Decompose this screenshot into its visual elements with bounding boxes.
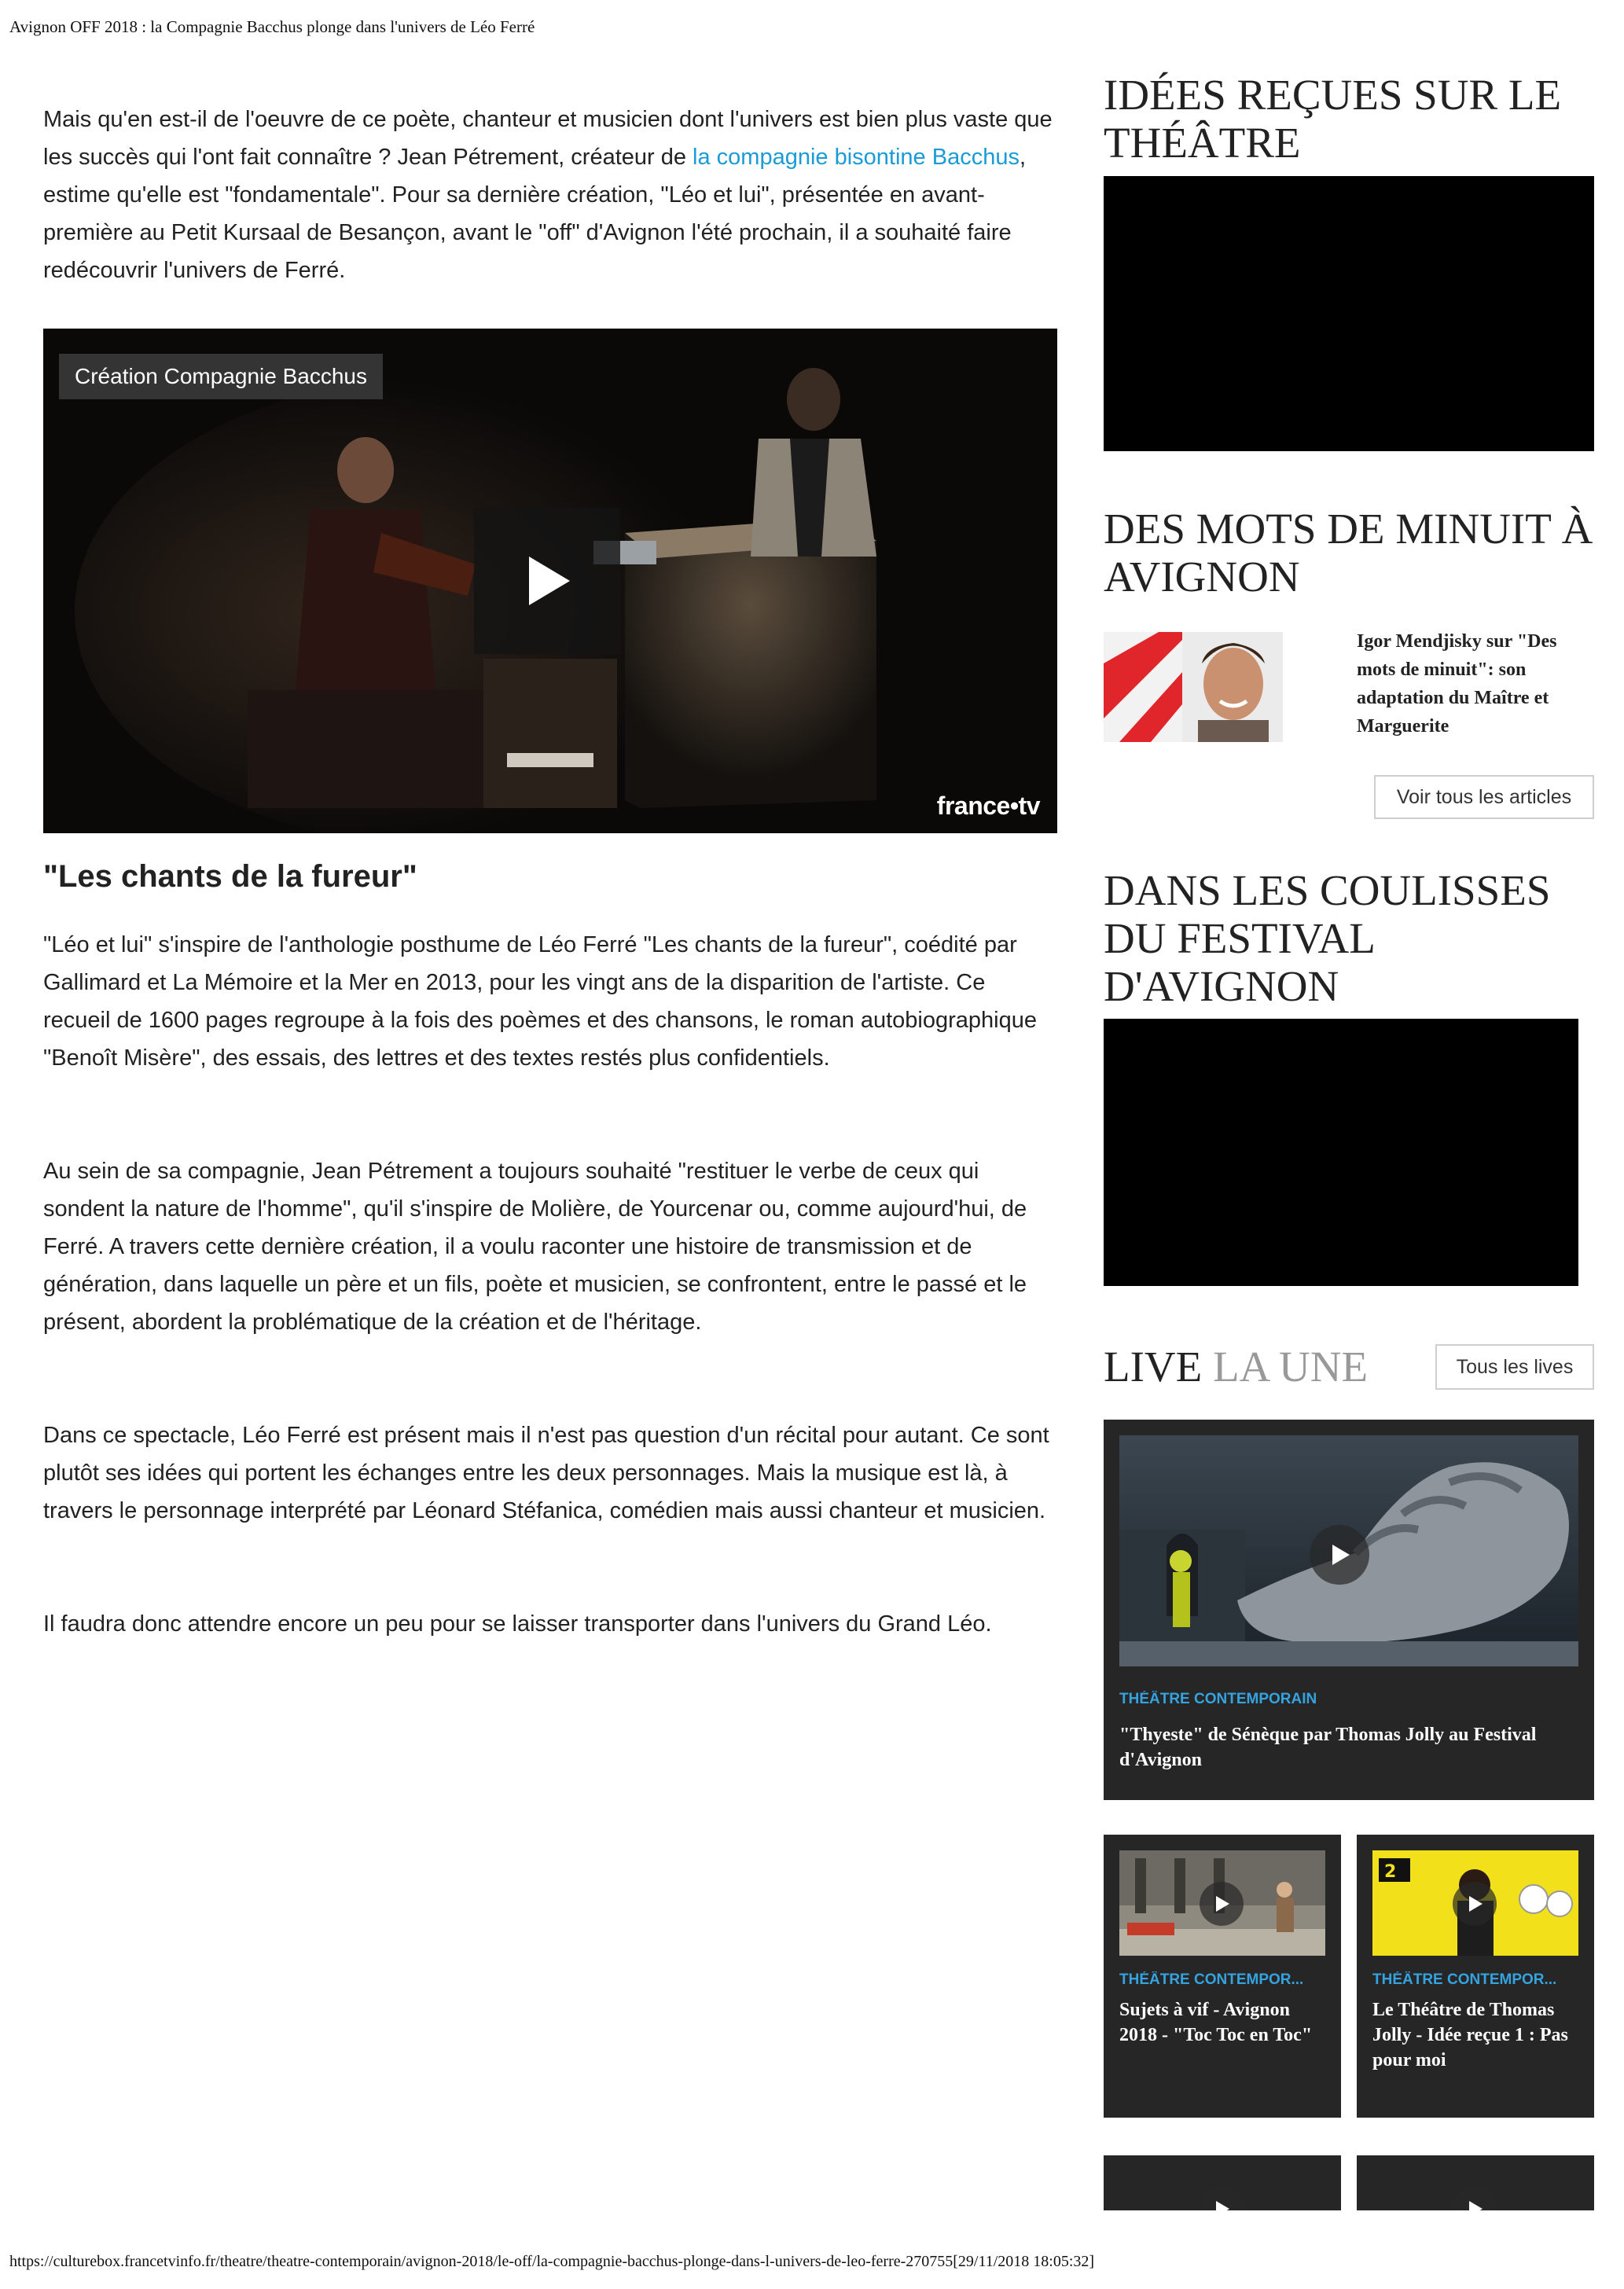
video-play-button[interactable] — [474, 508, 620, 654]
video-title-badge: Création Compagnie Bacchus — [59, 354, 383, 399]
print-page-url-footer: https://culturebox.francetvinfo.fr/theatre/theatre-contemporain/avignon-2018/le-off/la-compagnie-bacchus-plonge-dans-l-univers-de-leo-ferre-270755[29/11/2018 18:05:32] — [9, 2253, 1095, 2270]
live-card-category[interactable]: THÉÂTRE CONTEMPOR... — [1372, 1971, 1557, 1988]
play-icon — [520, 553, 575, 608]
live-card-category[interactable]: THÉÂTRE CONTEMPOR... — [1119, 1971, 1304, 1988]
tous-les-lives-button[interactable]: Tous les lives — [1435, 1344, 1594, 1390]
section-heading-chants: "Les chants de la fureur" — [43, 859, 417, 894]
live-card-play-button[interactable] — [1200, 1882, 1244, 1926]
sidebar-heading-coulisses: DANS LES COULISSES DU FESTIVAL D'AVIGNON — [1104, 866, 1551, 1010]
live-card-play-button[interactable] — [1200, 2187, 1244, 2210]
print-page-title: Avignon OFF 2018 : la Compagnie Bacchus plonge dans l'univers de Léo Ferré — [9, 17, 535, 36]
svg-text:2: 2 — [1384, 1862, 1397, 1882]
live-word: LIVE — [1104, 1343, 1203, 1391]
live-card-play-button[interactable] — [1310, 1525, 1369, 1585]
article-paragraph-conclusion: Il faudra donc attendre encore un peu pour se laisser transporter dans l'univers du Grand Léo. — [43, 1611, 992, 1637]
live-card-play-button[interactable] — [1453, 1882, 1497, 1926]
live-card-title[interactable]: Sujets à vif - Avignon 2018 - "Toc Toc en Toc" — [1119, 2000, 1313, 2045]
live-card-idee-recue[interactable] — [1357, 1835, 1594, 2118]
article-paragraph-anthologie: "Léo et lui" s'inspire de l'anthologie posthume de Léo Ferré "Les chants de la fureur", coédité par Gallimard et La Mémoire et la Mer en 2013, pour les vingt ans de la disparition de l'artiste. Ce recueil de 1600 pages regroupe à la fois des poèmes et des chansons, le roman autobiographique "Benoît Misère", des essais, des lettres et des textes restés plus confidentiels. — [43, 932, 1037, 1071]
compagnie-bacchus-link[interactable]: la compagnie bisontine Bacchus — [693, 145, 1020, 170]
play-icon — [1213, 2200, 1230, 2210]
live-card-play-button[interactable] — [1453, 2187, 1497, 2210]
live-card-partial[interactable] — [1104, 2155, 1341, 2210]
article-paragraph-spectacle: Dans ce spectacle, Léo Ferré est présent mais il n'est pas question d'un récital pour autant. Ce sont plutôt ses idées qui portent les échanges entre les deux personnages. Mais la musique est là, à travers le personnage interprété par Léonard Stéfanica, comédien mais aussi chanteur et musicien. — [43, 1423, 1049, 1523]
play-icon — [1213, 1895, 1230, 1912]
mots-de-minuit-thumbnail[interactable] — [1104, 632, 1283, 742]
live-card-title[interactable]: "Thyeste" de Sénèque par Thomas Jolly au Festival d'Avignon — [1119, 1725, 1537, 1770]
sidebar-heading-mots-de-minuit: DES MOTS DE MINUIT À AVIGNON — [1104, 505, 1593, 601]
live-la-une-heading — [1104, 1343, 1368, 1391]
france-tv-logo: france•tv — [936, 792, 1040, 820]
idees-recues-video-embed[interactable] — [1104, 176, 1594, 451]
live-card-partial[interactable] — [1357, 2155, 1594, 2210]
la-une-word: LA UNE — [1212, 1343, 1369, 1391]
article-paragraph-compagnie: Au sein de sa compagnie, Jean Pétrement a toujours souhaité "restituer le verbe de ceux qui sondent la nature de l'homme", qu'il s'inspire de Molière, de Yourcenar ou, comme aujourd'hui, de Ferré. A travers cette dernière création, il a voulu raconter une histoire de transmission et de génération, dans laquelle un père et un fils, poète et musicien, se confrontent, entre le passé et le présent, abordent la problématique de la création et de l'héritage. — [43, 1159, 1027, 1335]
sidebar-heading-idees-recues: IDÉES REÇUES SUR LE THÉÂTRE — [1104, 71, 1562, 167]
live-card-thyeste[interactable] — [1104, 1420, 1594, 1800]
play-icon — [1466, 1895, 1483, 1912]
mots-de-minuit-article-link[interactable]: Igor Mendjisky sur "Des mots de minuit": son adaptation du Maître et Marguerite — [1357, 631, 1557, 737]
voir-tous-les-articles-button[interactable]: Voir tous les articles — [1374, 775, 1594, 819]
video-player[interactable] — [43, 329, 1057, 833]
live-card-title[interactable]: Le Théâtre de Thomas Jolly - Idée reçue 1 : Pas pour moi — [1372, 2000, 1568, 2070]
coulisses-video-embed[interactable] — [1104, 1019, 1578, 1286]
play-icon — [1328, 1543, 1351, 1567]
live-card-toc-toc[interactable] — [1104, 1835, 1341, 2118]
play-icon — [1466, 2200, 1483, 2210]
article-paragraph-intro: Mais qu'en est-il de l'oeuvre de ce poète, chanteur et musicien dont l'univers est bien plus vaste que les succès qui l'ont fait connaître ? Jean Pétrement, créateur de la compagnie bisontine Bacchus, estime qu'elle est "fondamentale". Pour sa dernière création, "Léo et lui", présentée en avant-première au Petit Kursaal de Besançon, avant le "off" d'Avignon l'été prochain, il a souhaité faire redécouvrir l'univers de Ferré. — [43, 107, 1053, 283]
live-card-category[interactable]: THÉÂTRE CONTEMPORAIN — [1119, 1691, 1317, 1707]
